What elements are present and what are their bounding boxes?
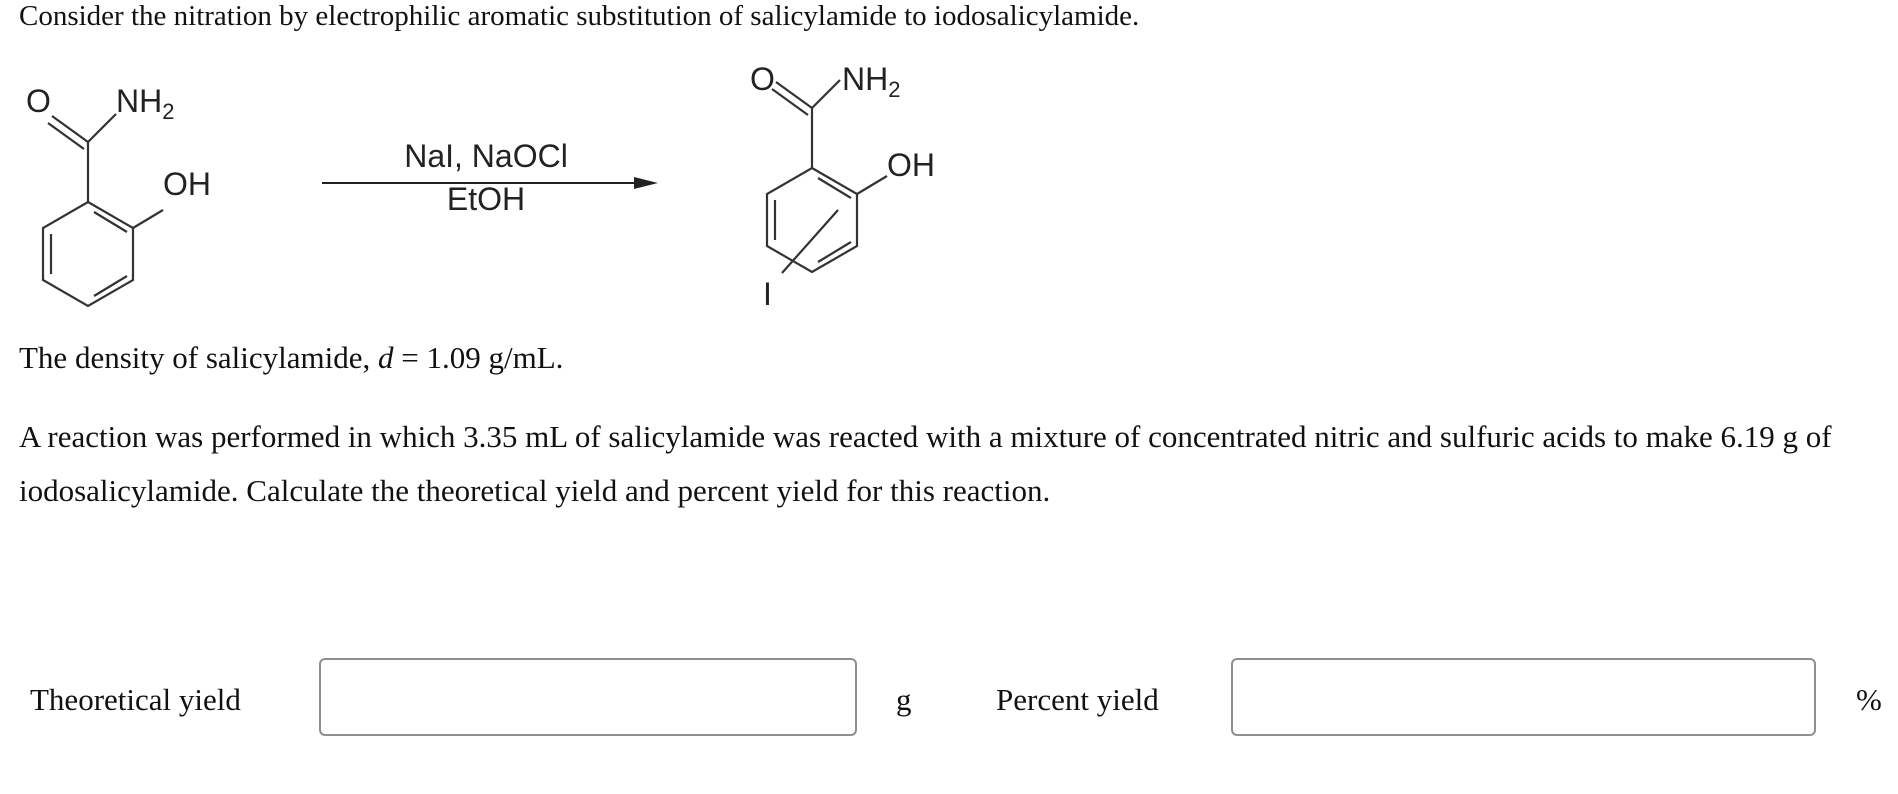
question-intro: Consider the nitration by electrophilic aromatic substitution of salicylamide to iodosalicylamide. — [19, 0, 1140, 32]
product-amine-label: $NH_2$ — [842, 61, 901, 102]
product-structure — [767, 80, 887, 273]
product-hydroxyl-label: OH — [887, 147, 935, 183]
theoretical-yield-input[interactable] — [319, 658, 857, 736]
reagents-top-label: NaI, NaOCl — [404, 138, 568, 174]
reactant-structure — [43, 114, 163, 306]
product-iodine-label: I — [763, 276, 772, 312]
problem-statement: A reaction was performed in which 3.35 mL of salicylamide was reacted with a mixture of concentrated nitric and sulfuric acids to make 6.19 g of iodosalicylamide. Calculate the theoretical yield and percent yield for this reaction. — [19, 419, 1832, 508]
density-statement — [19, 340, 563, 376]
density-variable: d — [377, 340, 394, 375]
theoretical-yield-unit: g — [896, 682, 912, 717]
product-oxygen-label: O — [750, 61, 775, 97]
theoretical-yield-label: Theoretical yield — [30, 682, 241, 717]
percent-yield-unit: % — [1856, 682, 1882, 717]
percent-yield-input[interactable] — [1231, 658, 1816, 736]
percent-yield-label: Percent yield — [996, 682, 1159, 717]
reaction-scheme — [0, 60, 1000, 320]
reactant-hydroxyl-label: OH — [163, 166, 211, 202]
density-prefix: The density of salicylamide, — [19, 340, 378, 375]
reactant-amine-label: $NH_2$ — [116, 83, 175, 124]
reagents-bottom-label: EtOH — [446, 181, 526, 217]
reactant-oxygen-label: O — [26, 83, 51, 119]
density-value: = 1.09 g/mL. — [393, 340, 564, 375]
answer-row — [0, 658, 1898, 742]
